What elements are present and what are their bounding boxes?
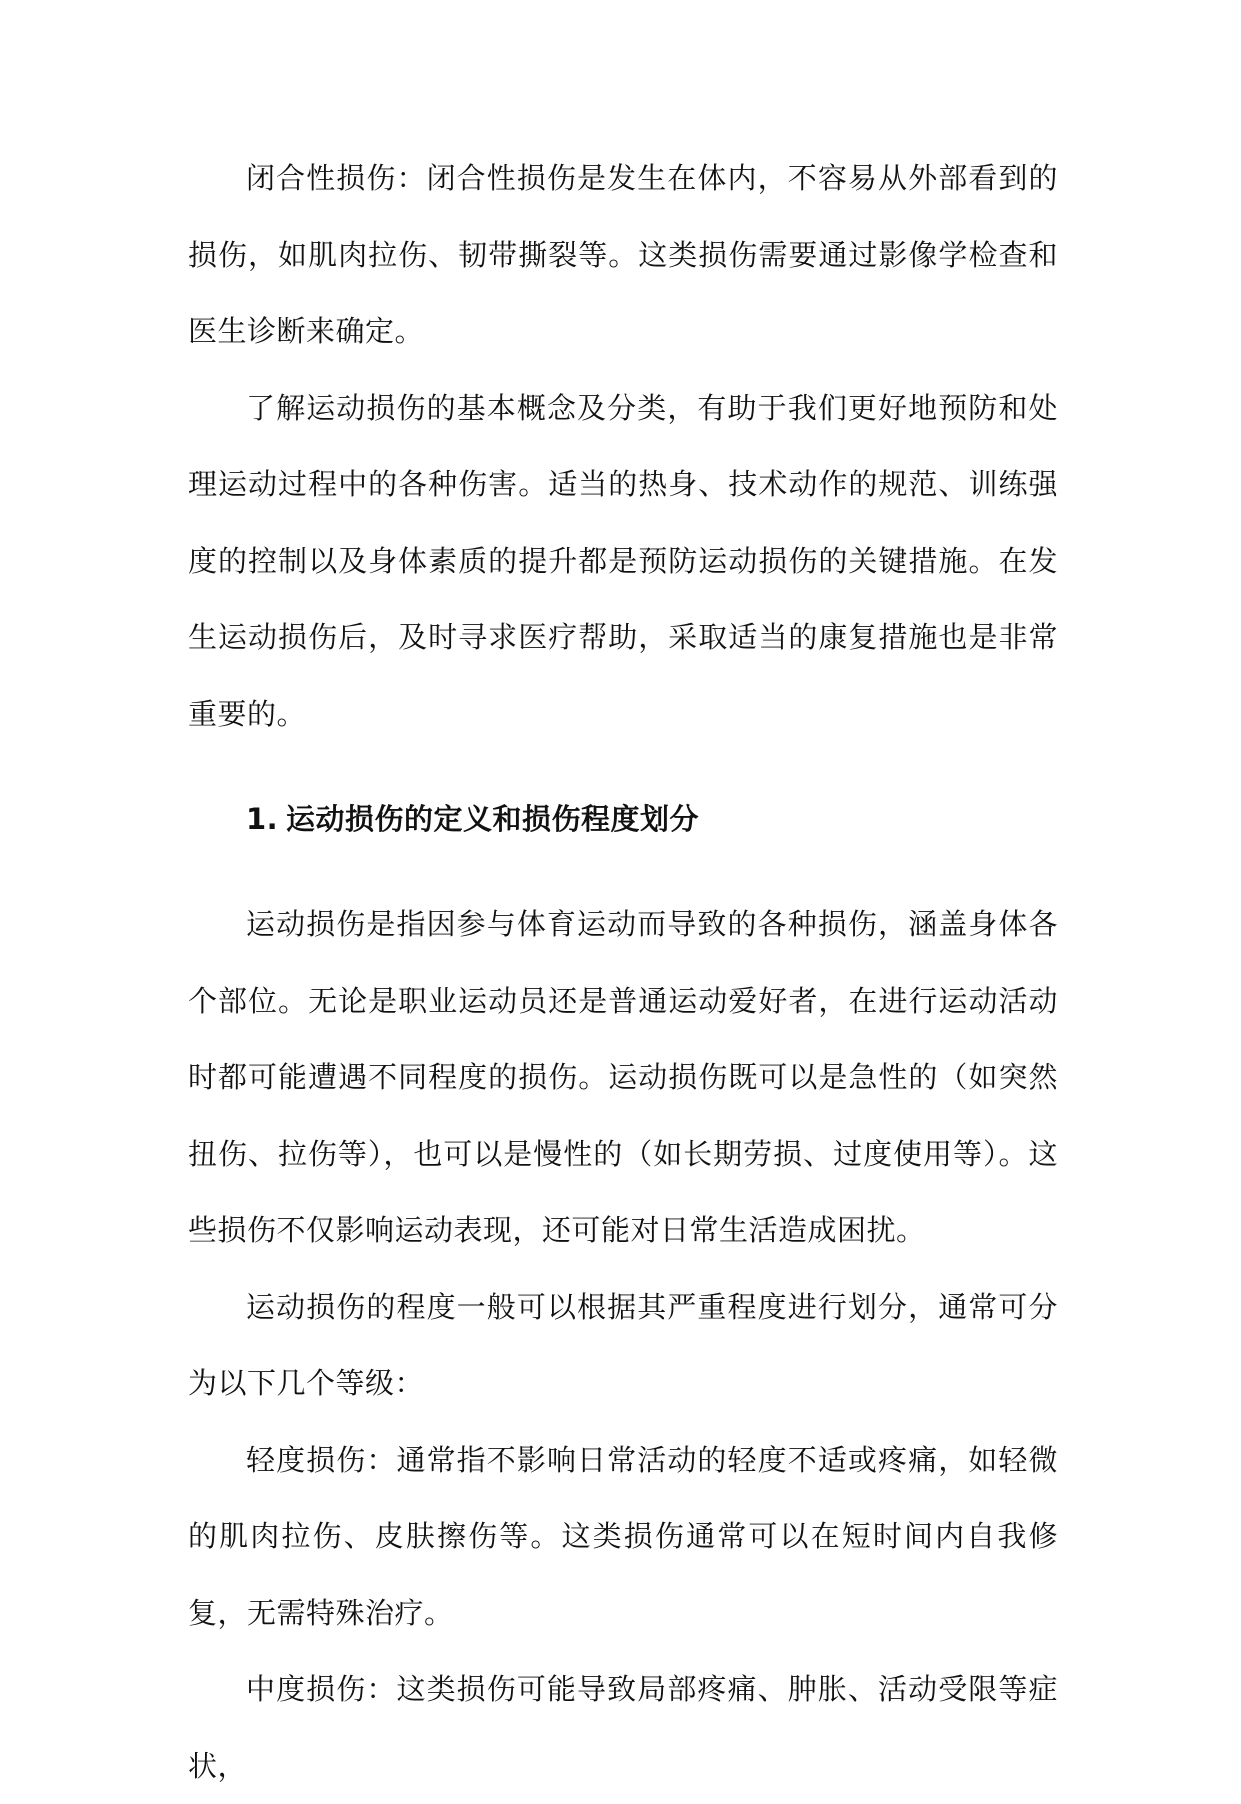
section-title: 运动损伤的定义和损伤程度划分 [286,802,700,836]
paragraph-understanding-classification: 了解运动损伤的基本概念及分类，有助于我们更好地预防和处理运动过程中的各种伤害。适当的热身、技术动作的规范、训练强度的控制以及身体素质的提升都是预防运动损伤的关键措施。在发生运动损伤后，及时寻求医疗帮助，采取适当的康复措施也是非常重要的。 [188,390,1058,731]
section-heading [188,752,1058,886]
paragraph-closed-injury: 闭合性损伤：闭合性损伤是发生在体内，不容易从外部看到的损伤，如肌肉拉伤、韧带撕裂等。这类损伤需要通过影像学检查和医生诊断来确定。 [188,161,1058,348]
paragraph-moderate-injury: 中度损伤：这类损伤可能导致局部疼痛、肿胀、活动受限等症状， [188,1672,1058,1783]
paragraph-severity-intro: 运动损伤的程度一般可以根据其严重程度进行划分，通常可分为以下几个等级： [188,1289,1058,1400]
document-page [188,140,1058,1804]
section-number: 1. [246,802,279,836]
paragraph-definition: 运动损伤是指因参与体育运动而导致的各种损伤，涵盖身体各个部位。无论是职业运动员还是普通运动爱好者，在进行运动活动时都可能遭遇不同程度的损伤。运动损伤既可以是急性的（如突然扭伤、拉伤等），也可以是慢性的（如长期劳损、过度使用等）。这些损伤不仅影响运动表现，还可能对日常生活造成困扰。 [188,907,1058,1247]
paragraph-mild-injury: 轻度损伤：通常指不影响日常活动的轻度不适或疼痛，如轻微的肌肉拉伤、皮肤擦伤等。这类损伤通常可以在短时间内自我修复，无需特殊治疗。 [188,1442,1058,1630]
